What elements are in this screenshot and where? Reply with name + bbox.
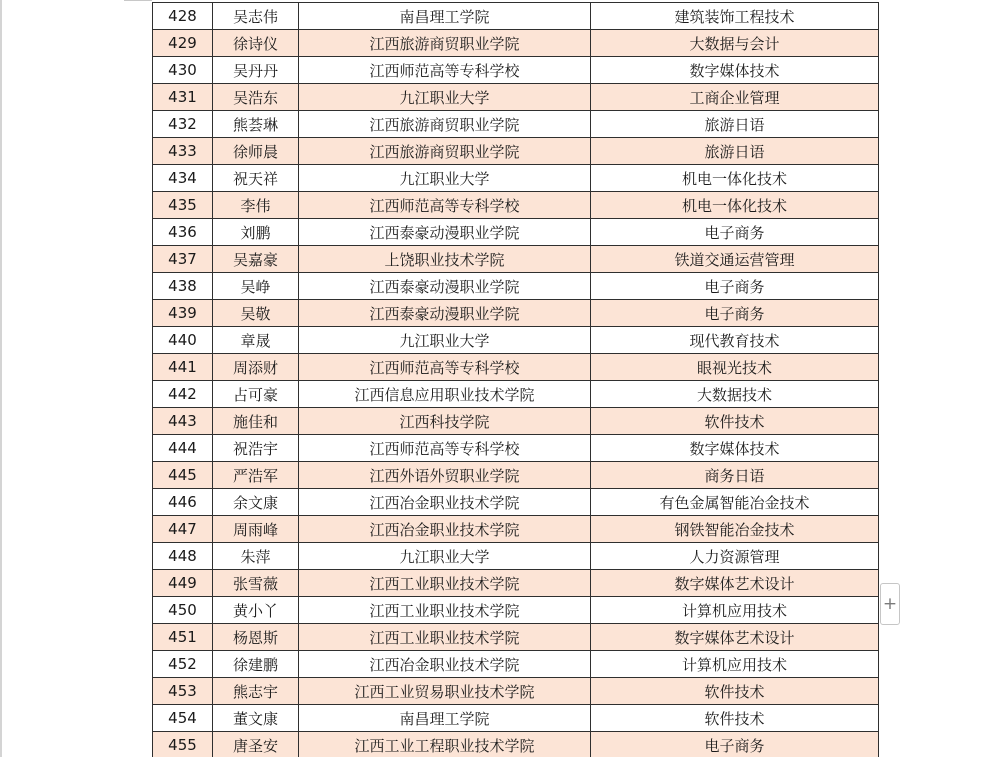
name-cell: 徐诗仪 — [213, 30, 299, 57]
table-row — [153, 543, 879, 570]
name-cell: 周雨峰 — [213, 516, 299, 543]
row-number-cell: 439 — [153, 300, 213, 327]
school-cell: 江西旅游商贸职业学院 — [299, 138, 591, 165]
row-number-cell: 454 — [153, 705, 213, 732]
school-cell: 九江职业大学 — [299, 327, 591, 354]
major-cell: 人力资源管理 — [591, 543, 879, 570]
major-cell: 旅游日语 — [591, 111, 879, 138]
school-cell: 江西工业职业技术学院 — [299, 570, 591, 597]
row-number-cell: 435 — [153, 192, 213, 219]
major-cell: 大数据技术 — [591, 381, 879, 408]
row-number-cell: 440 — [153, 327, 213, 354]
row-number-cell: 452 — [153, 651, 213, 678]
row-number-cell: 446 — [153, 489, 213, 516]
row-number-cell: 445 — [153, 462, 213, 489]
school-cell: 江西工业职业技术学院 — [299, 597, 591, 624]
row-number-cell: 428 — [153, 3, 213, 30]
table-row — [153, 246, 879, 273]
row-number-cell: 444 — [153, 435, 213, 462]
name-cell: 余文康 — [213, 489, 299, 516]
major-cell: 数字媒体技术 — [591, 435, 879, 462]
major-cell: 现代教育技术 — [591, 327, 879, 354]
name-cell: 吴峥 — [213, 273, 299, 300]
name-cell: 严浩军 — [213, 462, 299, 489]
table-row — [153, 111, 879, 138]
row-number-cell: 437 — [153, 246, 213, 273]
name-cell: 唐圣安 — [213, 732, 299, 757]
major-cell: 数字媒体艺术设计 — [591, 570, 879, 597]
row-number-cell: 429 — [153, 30, 213, 57]
row-number-cell: 431 — [153, 84, 213, 111]
plus-icon: + — [882, 593, 898, 614]
name-cell: 李伟 — [213, 192, 299, 219]
name-cell: 吴浩东 — [213, 84, 299, 111]
major-cell: 电子商务 — [591, 300, 879, 327]
table-row — [153, 327, 879, 354]
name-cell: 章晟 — [213, 327, 299, 354]
name-cell: 吴志伟 — [213, 3, 299, 30]
row-number-cell: 430 — [153, 57, 213, 84]
table-row — [153, 219, 879, 246]
school-cell: 九江职业大学 — [299, 543, 591, 570]
school-cell: 江西工业贸易职业技术学院 — [299, 678, 591, 705]
table-row — [153, 705, 879, 732]
school-cell: 江西师范高等专科学校 — [299, 435, 591, 462]
top-rule — [124, 0, 152, 1]
school-cell: 江西冶金职业技术学院 — [299, 651, 591, 678]
major-cell: 机电一体化技术 — [591, 192, 879, 219]
row-number-cell: 448 — [153, 543, 213, 570]
table-row — [153, 516, 879, 543]
name-cell: 占可豪 — [213, 381, 299, 408]
add-row-button[interactable] — [880, 583, 900, 625]
major-cell: 工商企业管理 — [591, 84, 879, 111]
school-cell: 江西师范高等专科学校 — [299, 192, 591, 219]
table-row — [153, 570, 879, 597]
row-number-cell: 434 — [153, 165, 213, 192]
name-cell: 黄小丫 — [213, 597, 299, 624]
major-cell: 眼视光技术 — [591, 354, 879, 381]
table-row — [153, 462, 879, 489]
name-cell: 吴敬 — [213, 300, 299, 327]
major-cell: 商务日语 — [591, 462, 879, 489]
table-row — [153, 30, 879, 57]
name-cell: 朱萍 — [213, 543, 299, 570]
school-cell: 江西泰豪动漫职业学院 — [299, 219, 591, 246]
major-cell: 电子商务 — [591, 273, 879, 300]
major-cell: 数字媒体技术 — [591, 57, 879, 84]
name-cell: 徐师晨 — [213, 138, 299, 165]
row-number-cell: 451 — [153, 624, 213, 651]
major-cell: 大数据与会计 — [591, 30, 879, 57]
school-cell: 南昌理工学院 — [299, 3, 591, 30]
school-cell: 江西冶金职业技术学院 — [299, 516, 591, 543]
major-cell: 有色金属智能冶金技术 — [591, 489, 879, 516]
school-cell: 江西旅游商贸职业学院 — [299, 111, 591, 138]
major-cell: 软件技术 — [591, 705, 879, 732]
table-row — [153, 192, 879, 219]
row-number-cell: 447 — [153, 516, 213, 543]
table-row — [153, 273, 879, 300]
school-cell: 江西信息应用职业技术学院 — [299, 381, 591, 408]
major-cell: 旅游日语 — [591, 138, 879, 165]
table-row — [153, 3, 879, 30]
row-number-cell: 441 — [153, 354, 213, 381]
school-cell: 江西科技学院 — [299, 408, 591, 435]
roster-table-body — [153, 3, 879, 757]
row-number-cell: 455 — [153, 732, 213, 757]
school-cell: 江西泰豪动漫职业学院 — [299, 300, 591, 327]
table-row — [153, 732, 879, 757]
table-row — [153, 381, 879, 408]
table-row — [153, 678, 879, 705]
name-cell: 张雪薇 — [213, 570, 299, 597]
table-row — [153, 651, 879, 678]
row-number-cell: 449 — [153, 570, 213, 597]
row-number-cell: 433 — [153, 138, 213, 165]
major-cell: 电子商务 — [591, 219, 879, 246]
table-row — [153, 165, 879, 192]
school-cell: 江西工业工程职业技术学院 — [299, 732, 591, 757]
name-cell: 杨恩斯 — [213, 624, 299, 651]
major-cell: 软件技术 — [591, 678, 879, 705]
school-cell: 九江职业大学 — [299, 84, 591, 111]
table-row — [153, 489, 879, 516]
school-cell: 江西师范高等专科学校 — [299, 57, 591, 84]
table-row — [153, 300, 879, 327]
table-row — [153, 354, 879, 381]
major-cell: 计算机应用技术 — [591, 651, 879, 678]
row-number-cell: 438 — [153, 273, 213, 300]
table-row — [153, 597, 879, 624]
name-cell: 周添财 — [213, 354, 299, 381]
row-number-cell: 453 — [153, 678, 213, 705]
name-cell: 吴丹丹 — [213, 57, 299, 84]
school-cell: 江西冶金职业技术学院 — [299, 489, 591, 516]
major-cell: 钢铁智能冶金技术 — [591, 516, 879, 543]
name-cell: 祝天祥 — [213, 165, 299, 192]
name-cell: 刘鹏 — [213, 219, 299, 246]
major-cell: 软件技术 — [591, 408, 879, 435]
row-number-cell: 432 — [153, 111, 213, 138]
major-cell: 电子商务 — [591, 732, 879, 757]
table-row — [153, 435, 879, 462]
major-cell: 数字媒体艺术设计 — [591, 624, 879, 651]
left-gutter — [0, 0, 2, 757]
roster-table — [152, 2, 879, 757]
name-cell: 施佳和 — [213, 408, 299, 435]
table-row — [153, 84, 879, 111]
major-cell: 计算机应用技术 — [591, 597, 879, 624]
table-row — [153, 57, 879, 84]
school-cell: 江西师范高等专科学校 — [299, 354, 591, 381]
row-number-cell: 450 — [153, 597, 213, 624]
school-cell: 江西旅游商贸职业学院 — [299, 30, 591, 57]
row-number-cell: 443 — [153, 408, 213, 435]
table-row — [153, 138, 879, 165]
table-row — [153, 624, 879, 651]
school-cell: 南昌理工学院 — [299, 705, 591, 732]
row-number-cell: 436 — [153, 219, 213, 246]
school-cell: 九江职业大学 — [299, 165, 591, 192]
name-cell: 熊志宇 — [213, 678, 299, 705]
major-cell: 建筑装饰工程技术 — [591, 3, 879, 30]
school-cell: 江西外语外贸职业学院 — [299, 462, 591, 489]
name-cell: 徐建鹏 — [213, 651, 299, 678]
major-cell: 机电一体化技术 — [591, 165, 879, 192]
row-number-cell: 442 — [153, 381, 213, 408]
name-cell: 祝浩宇 — [213, 435, 299, 462]
name-cell: 熊荟琳 — [213, 111, 299, 138]
name-cell: 吴嘉豪 — [213, 246, 299, 273]
school-cell: 上饶职业技术学院 — [299, 246, 591, 273]
name-cell: 董文康 — [213, 705, 299, 732]
school-cell: 江西工业职业技术学院 — [299, 624, 591, 651]
school-cell: 江西泰豪动漫职业学院 — [299, 273, 591, 300]
table-row — [153, 408, 879, 435]
major-cell: 铁道交通运营管理 — [591, 246, 879, 273]
